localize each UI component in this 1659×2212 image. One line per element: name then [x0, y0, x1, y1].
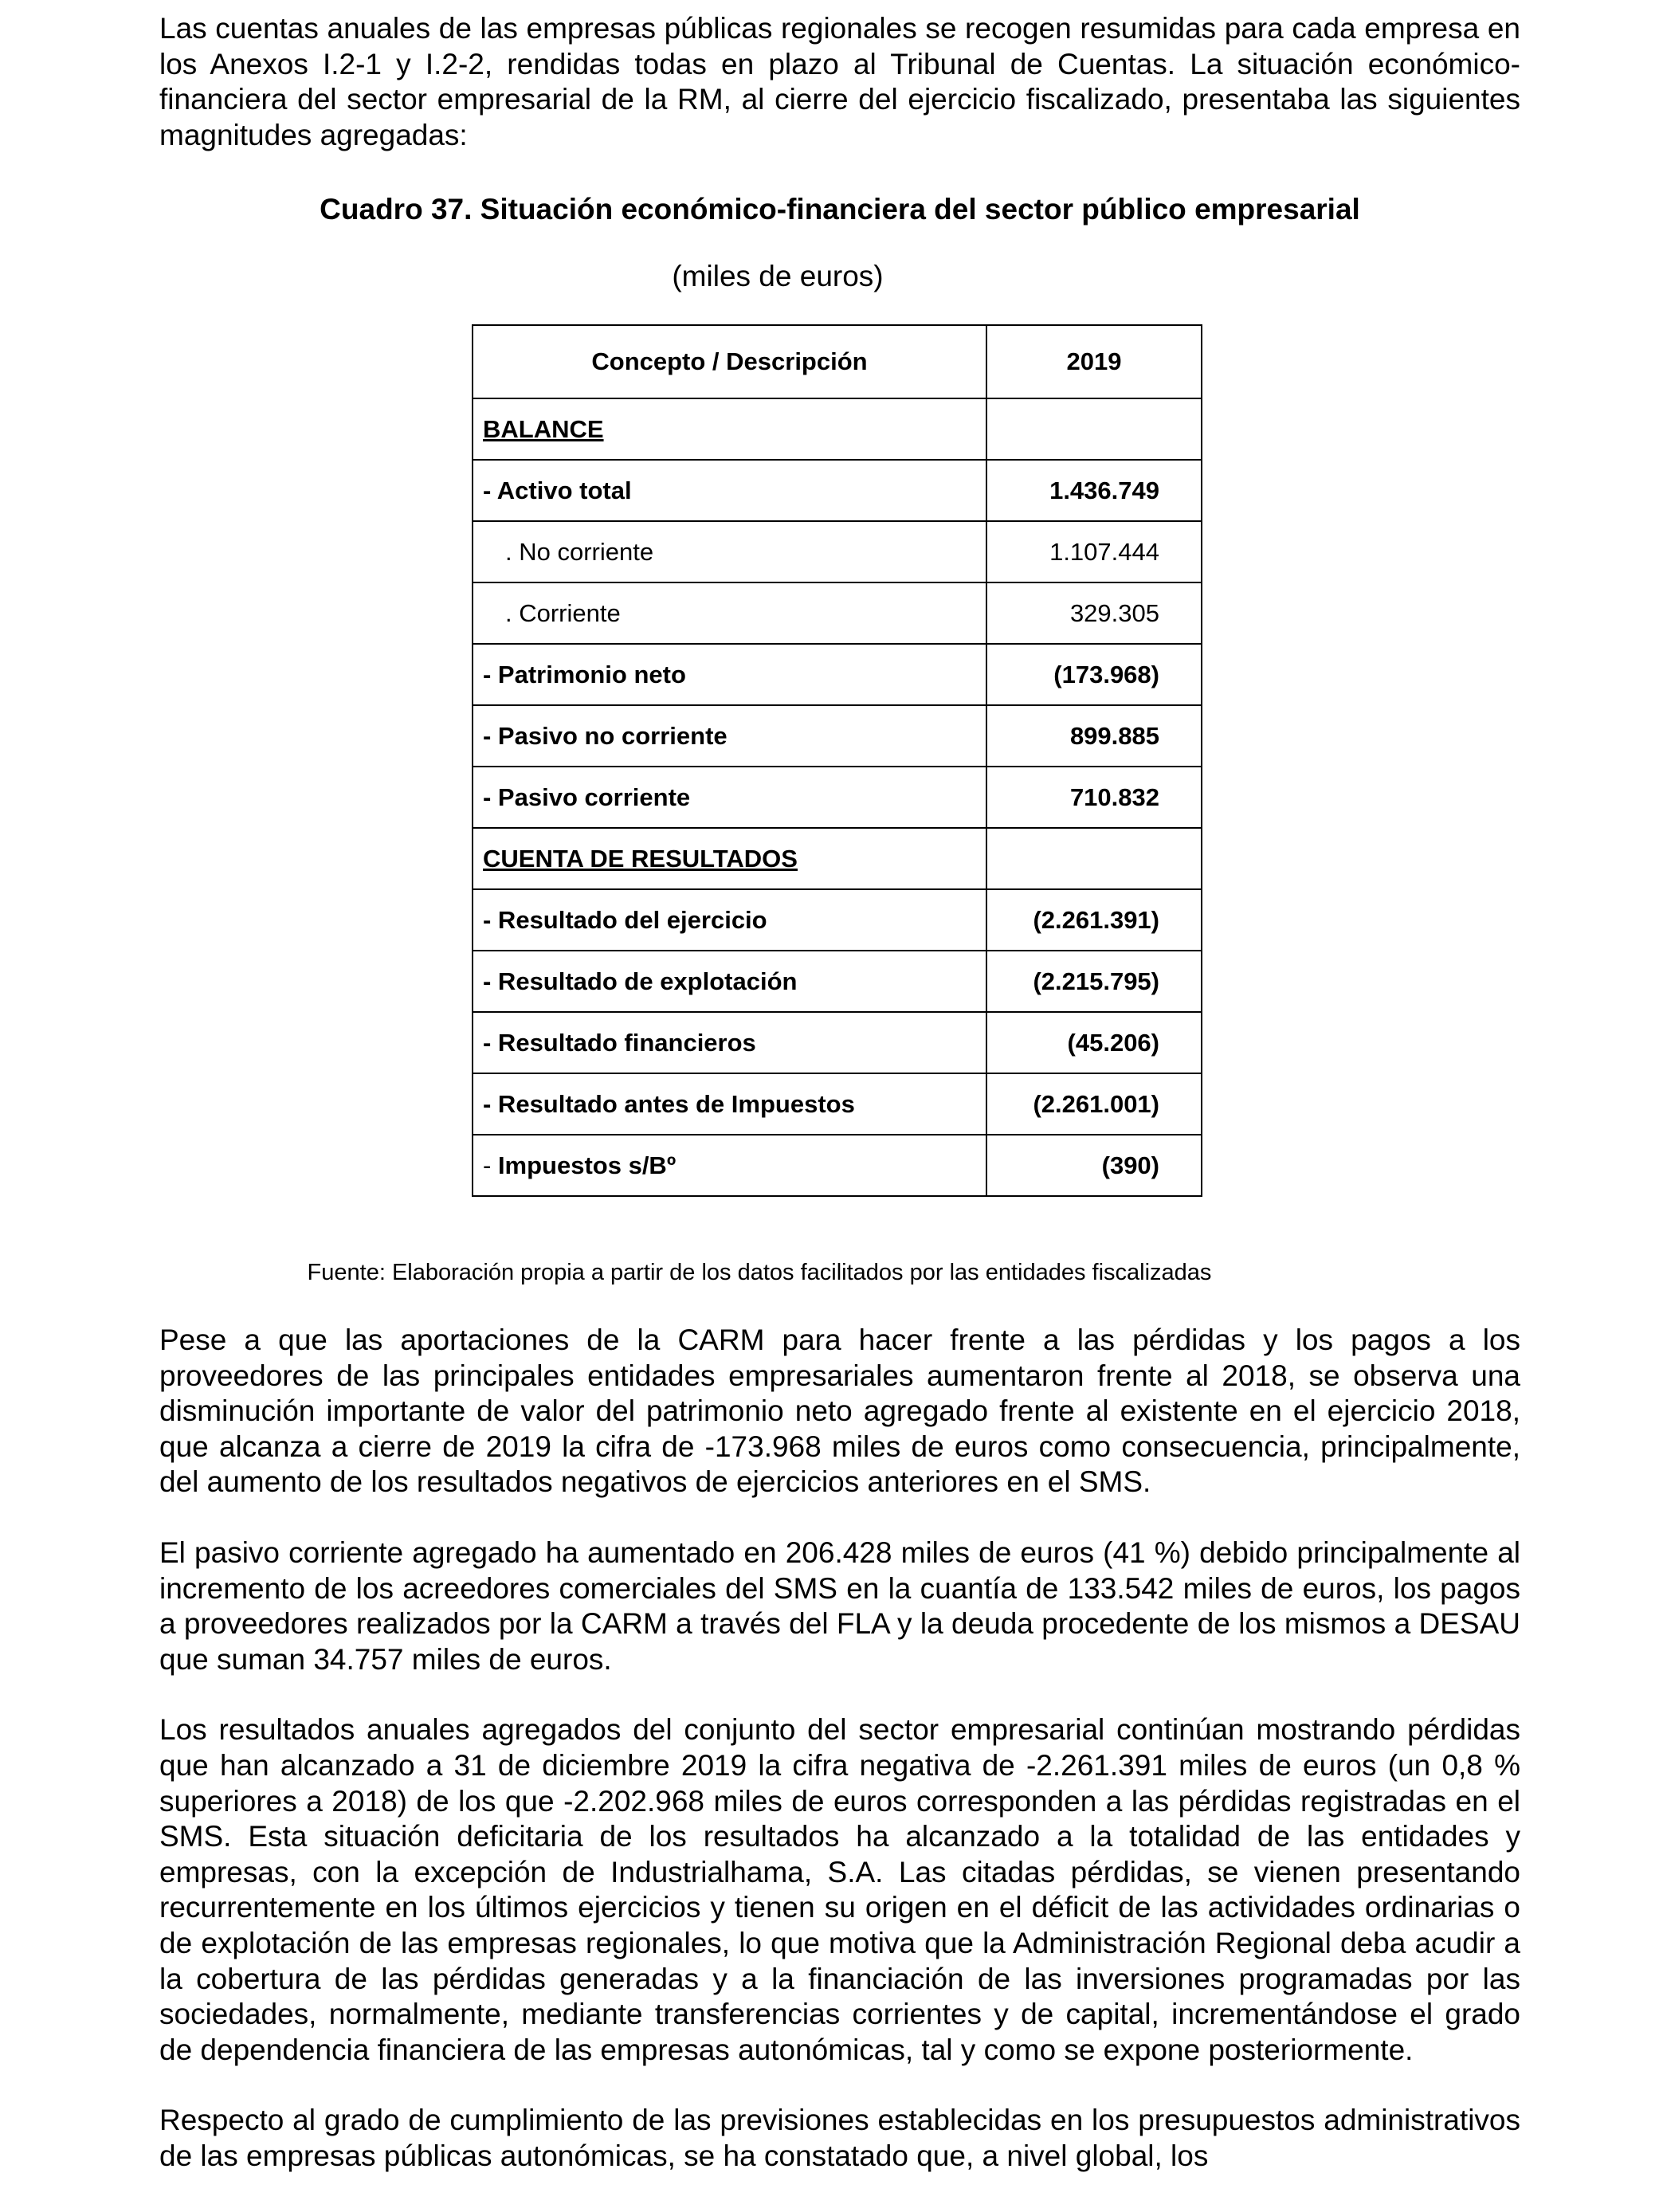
row-value: (45.206): [986, 1012, 1202, 1073]
row-value: (2.261.391): [986, 889, 1202, 951]
row-value: 710.832: [986, 767, 1202, 828]
body-text: [159, 1323, 1520, 2209]
table-row: [473, 828, 1202, 889]
table-row: [473, 767, 1202, 828]
row-value: (173.968): [986, 644, 1202, 705]
row-label: - Patrimonio neto: [473, 644, 986, 705]
paragraph-pasivo: El pasivo corriente agregado ha aumentado en 206.428 miles de euros (41 %) debido principalmente al incremento de los acreedores comerciales del SMS en la cuantía de 133.542 miles de euros, los pagos a proveedores realizados por la CARM a través del FLA y la deuda procedente de los mismos a DESAU que suman 34.757 miles de euros.: [159, 1535, 1520, 1676]
paragraph-previsiones: Respecto al grado de cumplimiento de las previsiones establecidas en los presupuestos administrativos de las empresas públicas autonómicas, se ha constatado que, a nivel global, los: [159, 2104, 1520, 2172]
table-row: [473, 951, 1202, 1012]
paragraph-patrimonio: Pese a que las aportaciones de la CARM para hacer frente a las pérdidas y los pagos a los proveedores de las principales entidades empresariales aumentaron frente al 2018, se observa una disminución importante de valor del patrimonio neto agregado frente al existente en el ejercicio 2018, que alcanza a cierre de 2019 la cifra de -173.968 miles de euros como consecuencia, principalmente, del aumento de los resultados negativos de ejercicios anteriores en el SMS.: [159, 1324, 1520, 1499]
row-value: 329.305: [986, 582, 1202, 644]
row-value: [986, 398, 1202, 460]
header-year: 2019: [986, 325, 1202, 398]
row-value: (2.215.795): [986, 951, 1202, 1012]
table-row: [473, 644, 1202, 705]
row-label: - Resultado de explotación: [473, 951, 986, 1012]
section-balance: BALANCE: [473, 398, 986, 460]
table-units: (miles de euros): [672, 260, 884, 292]
row-label-main: Impuestos s/Bº: [497, 1151, 677, 1179]
financial-table: [472, 324, 1202, 1197]
row-label: [473, 1135, 986, 1196]
row-label: - Resultado antes de Impuestos: [473, 1073, 986, 1135]
row-value: (2.261.001): [986, 1073, 1202, 1135]
row-label: - Pasivo no corriente: [473, 705, 986, 767]
table-header-row: [473, 325, 1202, 398]
section-cuenta-resultados: CUENTA DE RESULTADOS: [473, 828, 986, 889]
table-row: [473, 705, 1202, 767]
table-row: [473, 398, 1202, 460]
table-row: [473, 1135, 1202, 1196]
row-label: . No corriente: [473, 521, 986, 582]
row-value: 1.436.749: [986, 460, 1202, 521]
row-label-prefix: -: [483, 1151, 498, 1179]
document-page: [159, 11, 1520, 2172]
table-row: [473, 889, 1202, 951]
row-value: 1.107.444: [986, 521, 1202, 582]
row-value: 899.885: [986, 705, 1202, 767]
paragraph-resultados: Los resultados anuales agregados del conjunto del sector empresarial continúan mostrando pérdidas que han alcanzado a 31 de diciembre 2019 la cifra negativa de -2.261.391 miles de euros (un 0,8 % superiores a 2018) de los que -2.202.968 miles de euros corresponden a las pérdidas registradas en el SMS. Esta situación deficitaria de los resultados ha alcanzado a la totalidad de las entidades y empresas, con la excepción de Industrialhama, S.A. Las citadas pérdidas, se vienen presentando recurrentemente en los últimos ejercicios y tienen su origen en el déficit de las actividades ordinarias o de explotación de las empresas regionales, lo que motiva que la Administración Regional deba acudir a la cobertura de las pérdidas generadas y a la financiación de las inversiones programadas por las sociedades, normalmente, mediante transferencias corrientes y de capital, incrementándose el grado de dependencia financiera de las empresas autonómicas, tal y como se expone posteriormente.: [159, 1713, 1520, 2066]
table-row: [473, 521, 1202, 582]
table-caption: Cuadro 37. Situación económico-financiera del sector público empresarial: [320, 193, 1360, 226]
header-concept: Concepto / Descripción: [473, 325, 986, 398]
row-label: . Corriente: [473, 582, 986, 644]
table-row: [473, 1012, 1202, 1073]
table-source: Fuente: Elaboración propia a partir de los datos facilitados por las entidades fiscalizadas: [307, 1260, 1212, 1285]
table-row: [473, 1073, 1202, 1135]
row-label: - Resultado del ejercicio: [473, 889, 986, 951]
table-row: [473, 460, 1202, 521]
row-value: (390): [986, 1135, 1202, 1196]
row-value: [986, 828, 1202, 889]
row-label: - Activo total: [473, 460, 986, 521]
row-label: - Pasivo corriente: [473, 767, 986, 828]
table-row: [473, 582, 1202, 644]
intro-paragraph: Las cuentas anuales de las empresas públicas regionales se recogen resumidas para cada empresa en los Anexos I.2-1 y I.2-2, rendidas todas en plazo al Tribunal de Cuentas. La situación económico-financiera del sector empresarial de la RM, al cierre del ejercicio fiscalizado, presentaba las siguientes magnitudes agregadas:: [159, 12, 1520, 151]
row-label: - Resultado financieros: [473, 1012, 986, 1073]
